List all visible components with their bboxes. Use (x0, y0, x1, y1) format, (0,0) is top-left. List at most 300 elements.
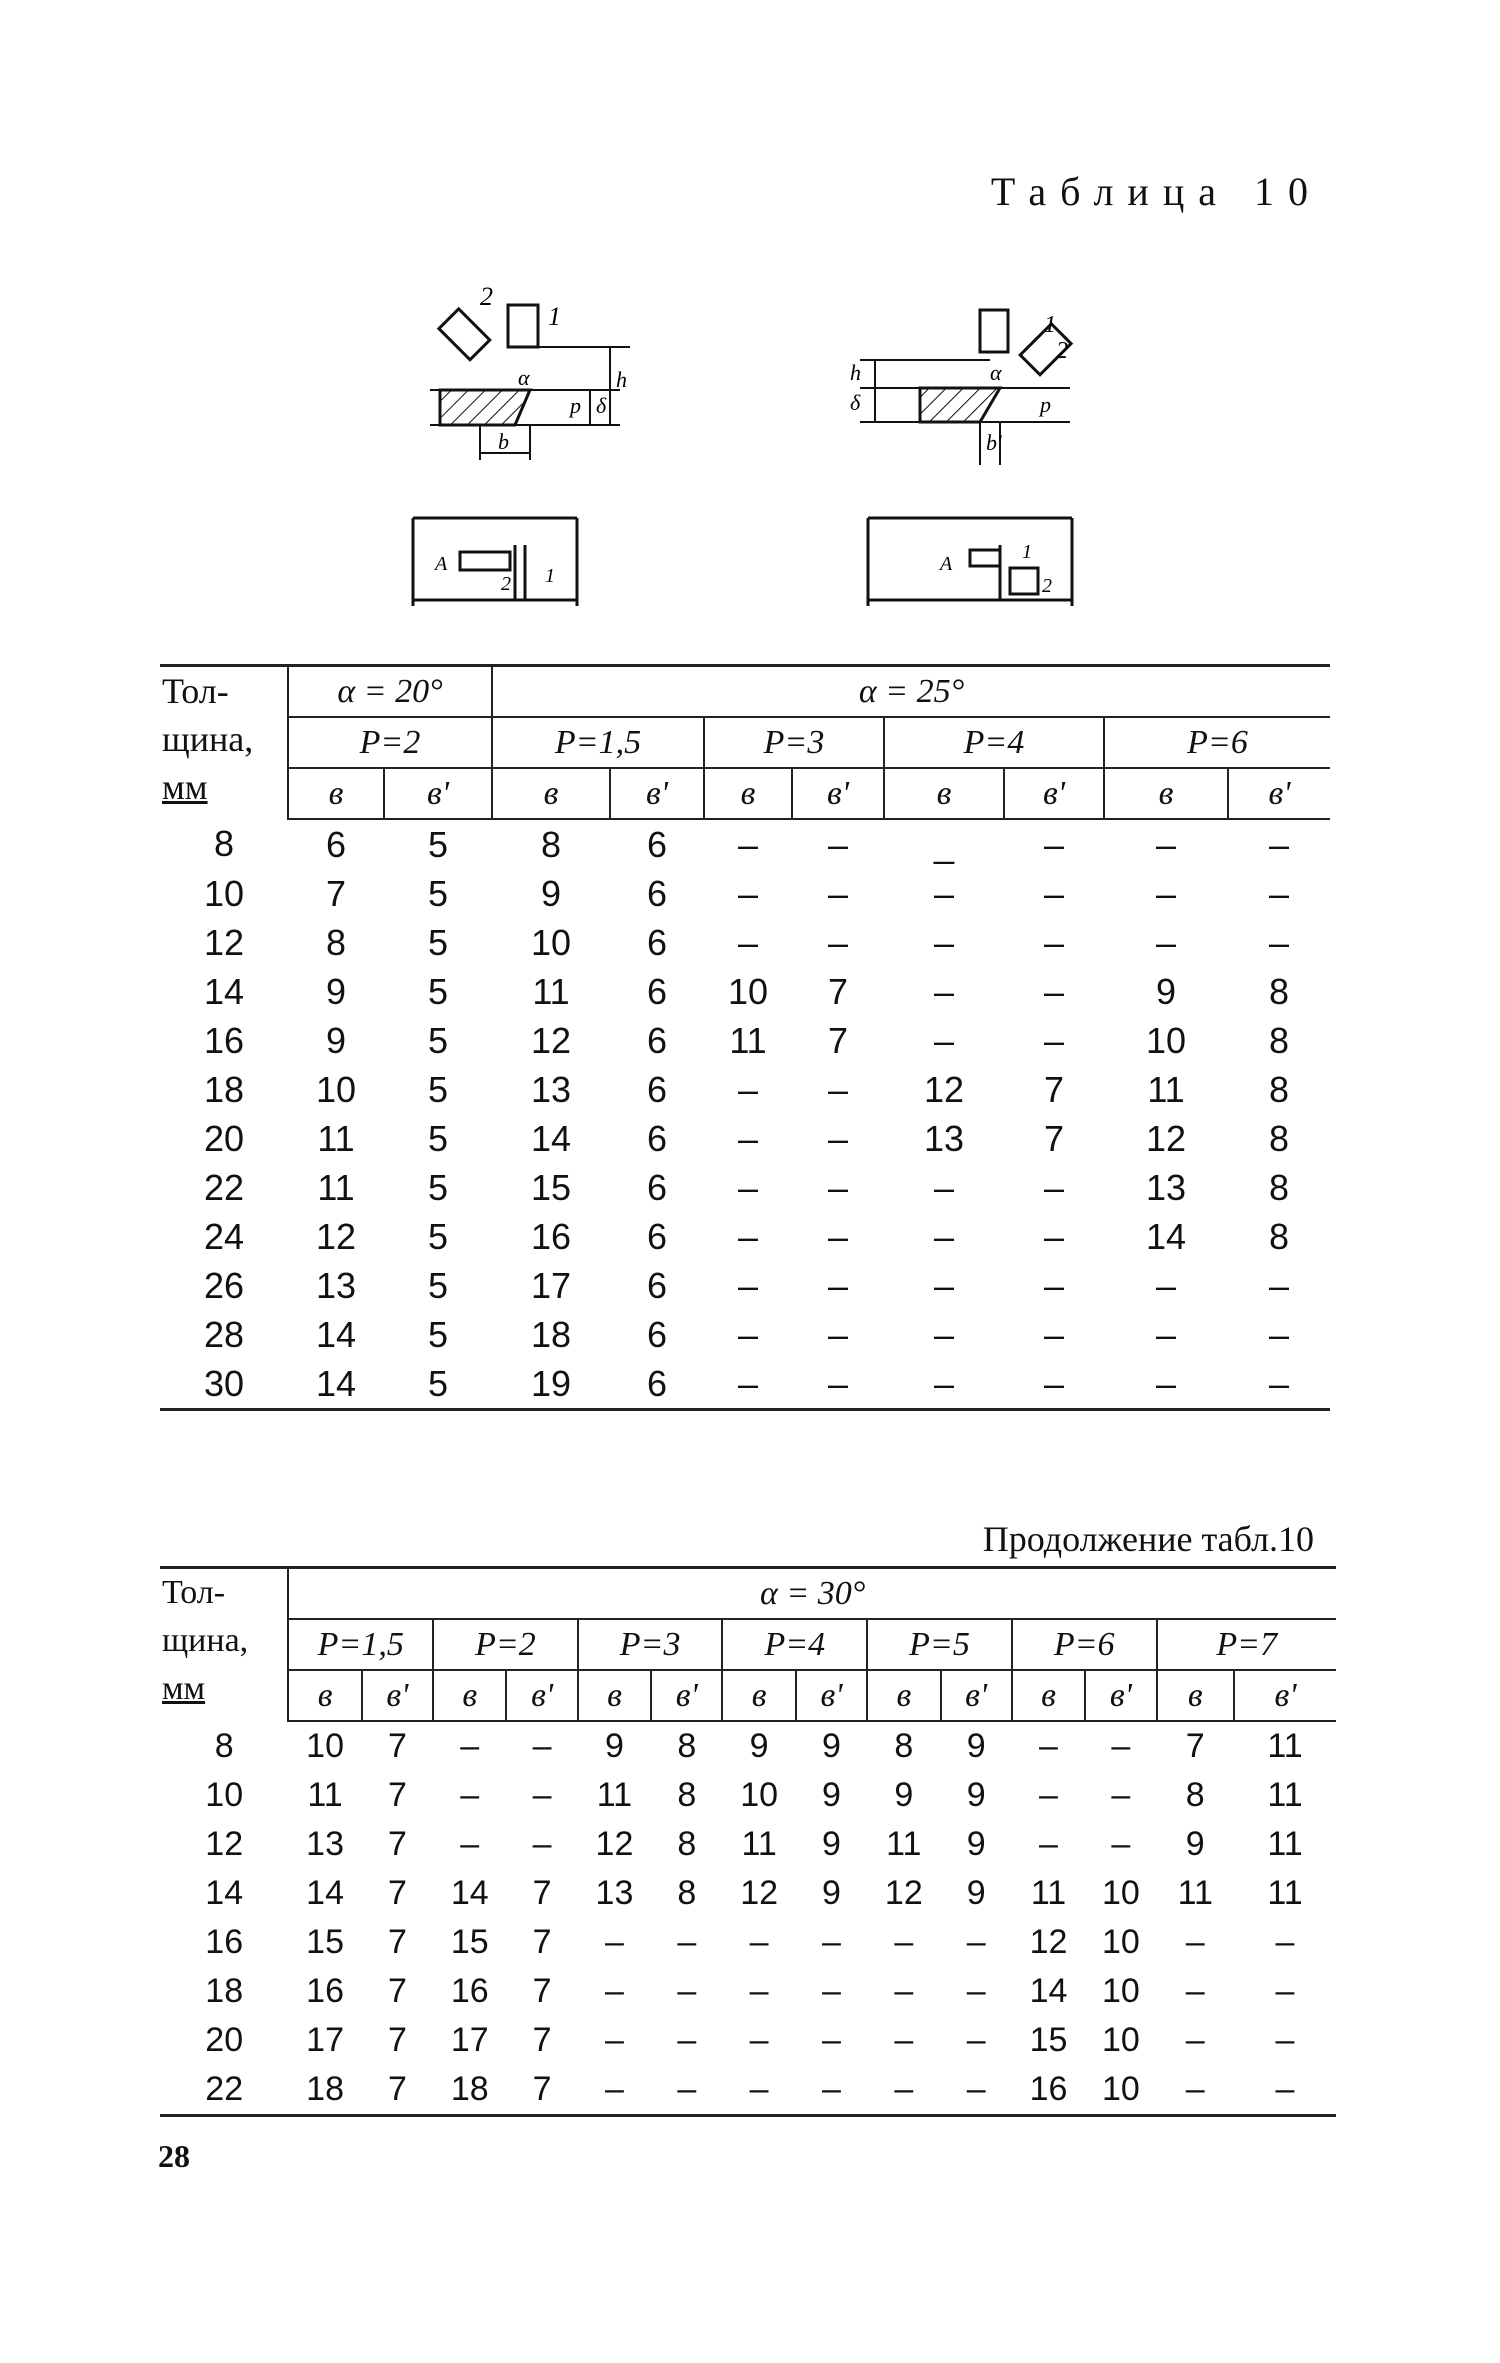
value-cell: – (934, 1166, 955, 1208)
table-row (160, 1721, 1336, 1771)
value-cell: – (677, 1923, 697, 1961)
value-cell: – (738, 1166, 759, 1208)
value-cell: – (1044, 872, 1065, 914)
value-cell: 11 (1267, 1825, 1303, 1863)
value-cell: 8 (1269, 1068, 1290, 1110)
page-number: 28 (158, 2138, 190, 2174)
thickness-cell: 16 (203, 1019, 245, 1061)
sub-header: в (1012, 1670, 1085, 1721)
value-cell: 11 (1030, 1874, 1067, 1912)
value-cell: 8 (677, 1825, 697, 1863)
value-cell: – (1275, 1923, 1295, 1961)
value-cell: 7 (387, 2021, 407, 2059)
label-h: h (850, 360, 861, 385)
thickness-cell: 20 (203, 1117, 245, 1159)
sub-header: в (1157, 1670, 1234, 1721)
value-cell: 12 (884, 1874, 923, 1912)
value-cell: – (822, 1923, 841, 1961)
alpha-25-header: α = 25° (492, 666, 1330, 718)
value-cell: 9 (822, 1776, 841, 1814)
value-cell: – (1275, 1972, 1295, 2010)
value-cell: 14 (288, 1359, 384, 1410)
value-cell: – (1044, 921, 1065, 963)
thickness-cell: 8 (213, 823, 235, 864)
value-cell: 14 (1029, 1972, 1068, 2010)
value-cell: – (1044, 823, 1065, 865)
value-cell: 11 (317, 1117, 355, 1159)
value-cell: 11 (307, 1776, 343, 1814)
alpha-20-header: α = 20° (288, 666, 492, 718)
value-cell: – (894, 1972, 914, 2010)
thickness-cell: 12 (205, 1825, 244, 1863)
value-cell: – (677, 2021, 697, 2059)
label-a: A (435, 553, 448, 575)
value-cell: – (604, 1972, 624, 2010)
value-cell: 11 (1147, 1068, 1185, 1110)
value-cell: 10 (1085, 2065, 1156, 2116)
label-h: h (616, 367, 627, 392)
sub-header: в (867, 1670, 940, 1721)
value-cell: – (1275, 2021, 1295, 2059)
value-cell: 9 (325, 1019, 347, 1061)
thickness-cell: 22 (203, 1166, 245, 1208)
value-cell: – (934, 921, 955, 963)
value-cell: 11 (886, 1825, 922, 1863)
value-cell: 16 (306, 1972, 344, 2010)
thickness-cell: 8 (214, 1726, 234, 1765)
value-cell: 8 (1269, 1019, 1290, 1061)
value-cell: 7 (1185, 1727, 1205, 1765)
p-header: P=7 (1157, 1619, 1336, 1670)
thickness-cell: 18 (205, 1972, 244, 2010)
value-cell: 8 (1269, 1215, 1290, 1257)
right-weld-section (830, 300, 1080, 480)
table-row (160, 1212, 1330, 1261)
value-cell: 17 (306, 2021, 344, 2059)
thickness-cell: 14 (205, 1874, 244, 1912)
table-row (160, 1820, 1336, 1869)
value-cell: 6 (647, 1166, 668, 1208)
value-cell: 7 (387, 1727, 407, 1765)
value-cell: 16 (1012, 2065, 1085, 2116)
value-cell: – (1269, 1313, 1290, 1355)
value-cell: 8 (1269, 1166, 1290, 1208)
value-cell: 13 (1145, 1166, 1187, 1208)
value-cell: 10 (1145, 1019, 1187, 1061)
value-cell: 18 (433, 2065, 506, 2116)
value-cell: – (1044, 1166, 1065, 1208)
value-cell: 13 (595, 1874, 634, 1912)
label-angle: α (990, 360, 1002, 385)
value-cell: 9 (604, 1727, 624, 1765)
table-row (160, 1967, 1336, 2016)
table-title: Таблица 10 (990, 169, 1322, 214)
value-cell: – (934, 1019, 955, 1061)
value-cell: 7 (828, 970, 849, 1012)
sub-header: в' (362, 1670, 433, 1721)
value-cell: – (1269, 1264, 1290, 1306)
value-cell: 8 (1269, 970, 1290, 1012)
value-cell: 8 (677, 1776, 697, 1814)
value-cell: 6 (647, 1117, 668, 1159)
value-cell: 7 (828, 1019, 849, 1061)
value-cell: 8 (541, 823, 562, 865)
label-holder: 1 (1022, 541, 1032, 563)
value-cell: – (1039, 1825, 1058, 1863)
value-cell: – (1044, 1264, 1065, 1306)
value-cell: – (651, 2065, 722, 2116)
value-cell: – (738, 1215, 759, 1257)
value-cell: – (1044, 1019, 1065, 1061)
value-cell: – (1111, 1825, 1131, 1863)
table-row (160, 869, 1330, 918)
value-cell: – (578, 2065, 651, 2116)
value-cell: – (704, 1359, 792, 1410)
sub-header: в' (941, 1670, 1012, 1721)
value-cell: 12 (595, 1825, 634, 1863)
sub-header: в (288, 768, 384, 819)
table-row (160, 1065, 1330, 1114)
weld-diagrams (0, 0, 1500, 630)
value-cell: 19 (492, 1359, 610, 1410)
value-cell: – (1269, 823, 1290, 865)
value-cell: 7 (532, 1972, 552, 2010)
value-cell: 12 (315, 1215, 357, 1257)
value-cell: – (1185, 1972, 1205, 2010)
value-cell: – (1111, 1776, 1131, 1814)
label-delta: δ (850, 390, 861, 415)
value-cell: 5 (427, 921, 449, 963)
p-header: P=3 (578, 1619, 723, 1670)
value-cell: 17 (530, 1264, 572, 1306)
value-cell: 5 (427, 1019, 449, 1061)
value-cell: 9 (749, 1727, 769, 1765)
value-cell: 10 (315, 1068, 357, 1110)
value-cell: 7 (1044, 1068, 1065, 1110)
value-cell: – (828, 1264, 849, 1306)
value-cell: – (749, 1972, 769, 2010)
value-cell: – (460, 1727, 480, 1765)
value-cell: 5 (427, 970, 449, 1012)
value-cell: 5 (427, 872, 449, 914)
value-cell: 5 (384, 1359, 492, 1410)
value-cell: 10 (727, 970, 769, 1012)
value-cell: – (1156, 823, 1177, 865)
label-p: p (1040, 392, 1051, 417)
value-cell: 7 (387, 1776, 407, 1814)
p-header: P=2 (288, 717, 492, 768)
table-row (160, 819, 1330, 869)
table-alpha-30 (160, 1566, 1336, 2117)
value-cell: 9 (966, 1874, 986, 1912)
thickness-cell: 14 (203, 970, 245, 1012)
value-cell: 7 (387, 1972, 407, 2010)
left-weld-section (420, 285, 640, 485)
value-cell: 6 (647, 1215, 668, 1257)
value-cell: 14 (315, 1313, 357, 1355)
value-cell: 7 (362, 2065, 433, 2116)
value-cell: – (1104, 1359, 1228, 1410)
value-cell: 11 (532, 970, 570, 1012)
thickness-cell: 28 (203, 1313, 245, 1355)
value-cell: 11 (1267, 1727, 1303, 1765)
table-row (160, 1016, 1330, 1065)
thickness-cell: 22 (160, 2065, 288, 2116)
value-cell: 9 (822, 1727, 841, 1765)
value-cell: 10 (1101, 1923, 1140, 1961)
value-cell: – (1228, 1359, 1330, 1410)
value-cell: – (738, 1068, 759, 1110)
value-cell: – (460, 1825, 480, 1863)
p-header: P=6 (1012, 1619, 1157, 1670)
value-cell: – (934, 1264, 955, 1306)
value-cell: 8 (894, 1727, 914, 1765)
value-cell: 7 (1044, 1117, 1065, 1159)
value-cell: – (1039, 1727, 1058, 1765)
value-cell: 16 (450, 1972, 489, 2010)
table-row (160, 1310, 1330, 1359)
value-cell: 11 (1177, 1874, 1213, 1912)
value-cell: 18 (288, 2065, 361, 2116)
sub-header: в (433, 1670, 506, 1721)
value-cell: – (828, 823, 849, 865)
label-b: b' (986, 430, 1002, 455)
value-cell: – (828, 1068, 849, 1110)
label-electrode: 1 (545, 565, 555, 587)
value-cell: – (738, 872, 759, 914)
value-cell: 15 (306, 1923, 344, 1961)
value-cell: 7 (506, 2065, 577, 2116)
value-cell: – (792, 1359, 884, 1410)
value-cell: 6 (647, 823, 668, 865)
value-cell: – (1044, 1215, 1065, 1257)
value-cell: – (894, 2021, 914, 2059)
value-cell: 10 (530, 921, 572, 963)
label-holder: 1 (1044, 312, 1056, 338)
value-cell: 5 (427, 1264, 449, 1306)
table-row (160, 1163, 1330, 1212)
value-cell: 9 (1185, 1825, 1205, 1863)
value-cell: – (828, 1215, 849, 1257)
p-header: P=6 (1104, 717, 1330, 768)
value-cell: – (532, 1776, 552, 1814)
thickness-cell: 20 (205, 2021, 244, 2059)
value-cell: 7 (532, 1874, 552, 1912)
value-cell: – (1111, 1727, 1131, 1765)
value-cell: – (677, 1972, 697, 2010)
value-cell: 6 (647, 1068, 668, 1110)
value-cell: 18 (530, 1313, 572, 1355)
sub-header: в' (651, 1670, 722, 1721)
value-cell: 13 (530, 1068, 572, 1110)
value-cell: 5 (427, 1117, 449, 1159)
value-cell: 13 (306, 1825, 344, 1863)
thickness-cell: 30 (160, 1359, 288, 1410)
p-header: P=1,5 (492, 717, 704, 768)
thickness-cell: 18 (203, 1068, 245, 1110)
value-cell: 6 (647, 1264, 668, 1306)
value-cell: 12 (923, 1068, 965, 1110)
value-cell: – (867, 2065, 940, 2116)
value-cell: 11 (317, 1166, 355, 1208)
value-cell: – (1044, 970, 1065, 1012)
value-cell: 17 (450, 2021, 489, 2059)
label-holder: 2 (501, 573, 511, 595)
value-cell: 7 (532, 2021, 552, 2059)
value-cell: – (934, 1313, 955, 1355)
value-cell: – (894, 1923, 914, 1961)
sub-header: в (1104, 768, 1228, 819)
value-cell: 6 (647, 1313, 668, 1355)
value-cell: – (604, 1923, 624, 1961)
value-cell: 9 (966, 1727, 986, 1765)
label-delta: δ (596, 393, 607, 418)
sub-header: в' (1085, 1670, 1156, 1721)
value-cell: – (966, 1972, 986, 2010)
sub-header: в' (796, 1670, 867, 1721)
value-cell: 13 (923, 1117, 965, 1159)
value-cell: – (738, 1117, 759, 1159)
value-cell: – (738, 823, 759, 865)
value-cell: – (828, 1117, 849, 1159)
sub-header: в (884, 768, 1004, 819)
value-cell: 14 (1145, 1215, 1187, 1257)
sub-header: в (704, 768, 792, 819)
value-cell: 6 (647, 970, 668, 1012)
value-cell: – (722, 2065, 795, 2116)
sub-header: в' (610, 768, 704, 819)
value-cell: 5 (427, 1068, 449, 1110)
value-cell: 13 (315, 1264, 357, 1306)
value-cell: – (1234, 2065, 1336, 2116)
value-cell: – (1044, 1313, 1065, 1355)
label-electrode: 2 (1056, 338, 1068, 364)
value-cell: 10 (740, 1776, 779, 1814)
value-cell: 9 (894, 1776, 914, 1814)
value-cell: – (822, 2021, 841, 2059)
value-cell: – (966, 2021, 986, 2059)
value-cell: 7 (532, 1923, 552, 1961)
alpha-30-header: α = 30° (288, 1568, 1336, 1620)
table-row (160, 2065, 1336, 2116)
value-cell: – (822, 1972, 841, 2010)
table-row (160, 1918, 1336, 1967)
thickness-cell: 16 (205, 1923, 244, 1961)
value-cell: – (1185, 1923, 1205, 1961)
value-cell: 11 (1267, 1874, 1303, 1912)
sub-header: в' (1234, 1670, 1336, 1721)
value-cell: 11 (741, 1825, 777, 1863)
sub-header: в' (1004, 768, 1104, 819)
value-cell: 6 (647, 1019, 668, 1061)
label-electrode: 1 (548, 302, 561, 331)
label-p: p (570, 393, 581, 418)
value-cell: – (828, 1313, 849, 1355)
value-cell: – (1156, 872, 1177, 914)
table-row (160, 1771, 1336, 1820)
value-cell: – (1157, 2065, 1234, 2116)
value-cell: – (966, 1923, 986, 1961)
label-holder: 2 (480, 285, 493, 311)
value-cell: – (1185, 2021, 1205, 2059)
value-cell: – (941, 2065, 1012, 2116)
table-row (160, 1869, 1336, 1918)
value-cell: – (532, 1727, 552, 1765)
value-cell: 9 (1156, 970, 1177, 1012)
value-cell: – (828, 1166, 849, 1208)
p-header: P=5 (867, 1619, 1012, 1670)
value-cell: 15 (530, 1166, 572, 1208)
p-header: P=1,5 (288, 1619, 433, 1670)
value-cell: 5 (427, 1166, 449, 1208)
value-cell: 10 (1101, 2021, 1140, 2059)
value-cell: – (1269, 921, 1290, 963)
value-cell: 12 (1145, 1117, 1187, 1159)
sub-header: в (722, 1670, 795, 1721)
value-cell: 14 (450, 1874, 489, 1912)
value-cell: 9 (822, 1825, 841, 1863)
right-plan-view (860, 510, 1080, 610)
value-cell: 6 (325, 823, 347, 865)
value-cell: – (828, 872, 849, 914)
thickness-cell: 10 (205, 1776, 244, 1814)
value-cell: 8 (1185, 1776, 1205, 1814)
value-cell: 8 (325, 921, 347, 963)
p-header: P=4 (722, 1619, 867, 1670)
value-cell: – (749, 2021, 769, 2059)
label-electrode: 2 (1042, 575, 1052, 597)
sub-header: в' (384, 768, 492, 819)
value-cell: 8 (1269, 1117, 1290, 1159)
value-cell: 11 (729, 1019, 767, 1061)
value-cell: – (604, 2021, 624, 2059)
value-cell: 7 (387, 1874, 407, 1912)
value-cell: 14 (306, 1874, 344, 1912)
thickness-cell: 10 (203, 872, 245, 914)
value-cell: – (749, 1923, 769, 1961)
value-cell: 12 (530, 1019, 572, 1061)
label-b: b (498, 429, 509, 454)
value-cell: 5 (427, 1215, 449, 1257)
value-cell: 6 (647, 872, 668, 914)
value-cell: 5 (427, 1313, 449, 1355)
value-cell: 9 (966, 1776, 986, 1814)
value-cell: 10 (1101, 1972, 1140, 2010)
value-cell: 9 (822, 1874, 841, 1912)
thickness-cell: 24 (203, 1215, 245, 1257)
value-cell: – (460, 1776, 480, 1814)
value-cell: 12 (1029, 1923, 1068, 1961)
value-cell: – (934, 1215, 955, 1257)
p-header: P=3 (704, 717, 884, 768)
value-cell: 5 (427, 823, 449, 865)
sub-header: в' (792, 768, 884, 819)
value-cell: – (738, 1313, 759, 1355)
continuation-caption: Продолжение табл.10 (982, 1519, 1314, 1559)
value-cell: 15 (1029, 2021, 1068, 2059)
table-row (160, 967, 1330, 1016)
thickness-cell: 26 (203, 1264, 245, 1306)
p-header: P=4 (884, 717, 1104, 768)
label-a: A (940, 553, 953, 575)
table-row (160, 918, 1330, 967)
value-cell: – (1156, 1313, 1177, 1355)
value-cell: 12 (740, 1874, 779, 1912)
value-cell: – (934, 872, 955, 914)
value-cell: 9 (541, 872, 562, 914)
value-cell: 8 (677, 1874, 697, 1912)
value-cell: 10 (1101, 1874, 1140, 1912)
